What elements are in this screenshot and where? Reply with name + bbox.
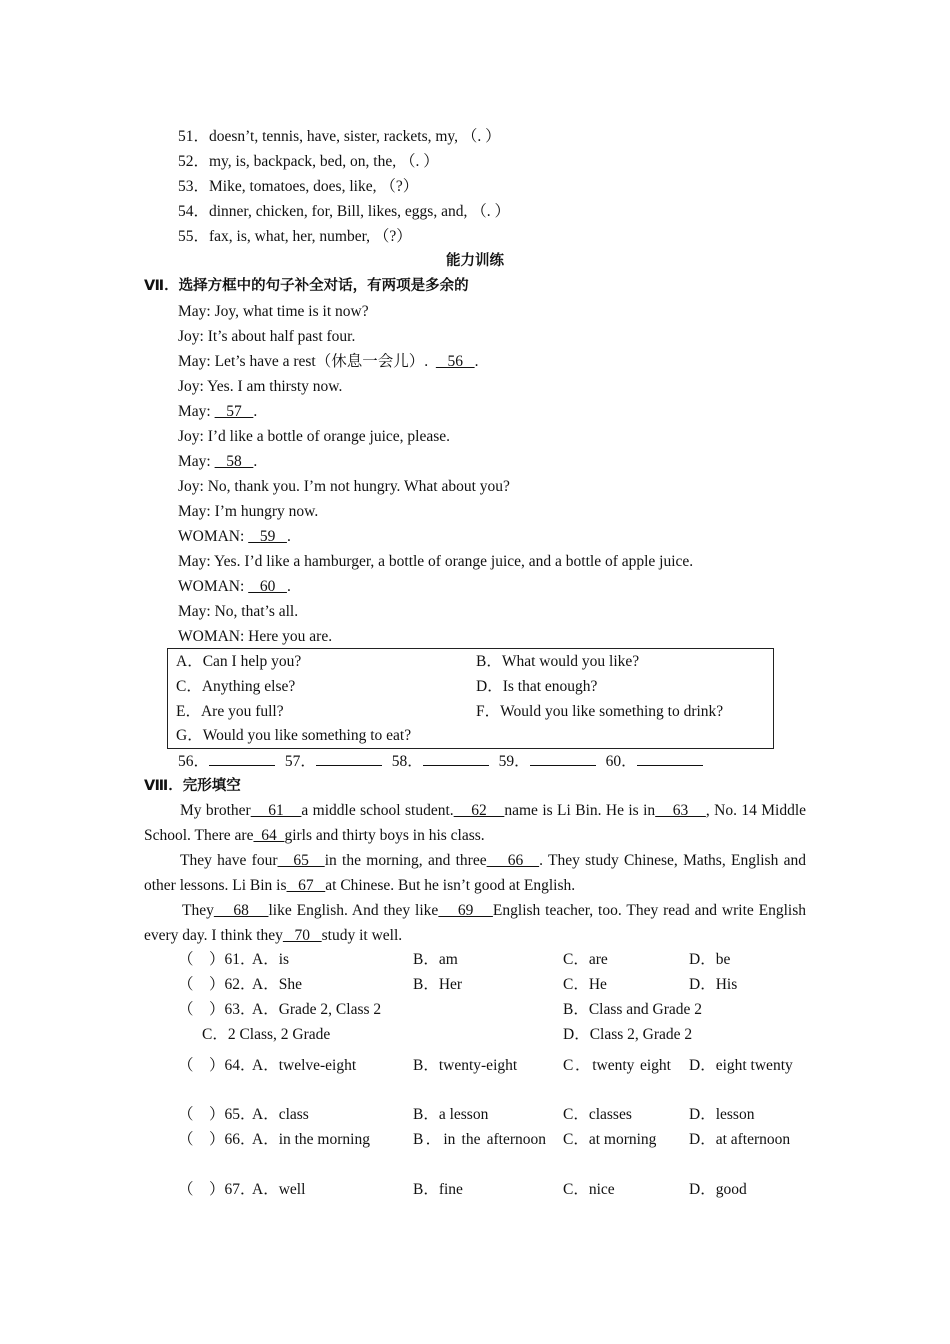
question-67-option-c[interactable]: C．nice	[563, 1181, 615, 1198]
answer-blank-60[interactable]	[637, 751, 703, 766]
dialogue-line	[178, 374, 342, 399]
question-61-option-b[interactable]: B．am	[413, 951, 458, 968]
dialogue-text: Joy: It’s about half past four.	[178, 328, 356, 345]
dialogue-text: WOMAN:	[178, 528, 249, 545]
training-title: 能力训练	[446, 253, 504, 269]
question-61-option-a[interactable]: A．is	[252, 951, 290, 968]
dialogue-text: May:	[178, 453, 215, 470]
question-66-option-b[interactable]: B．in the afternoon	[413, 1131, 546, 1148]
dialogue-blank[interactable]: 58	[214, 453, 254, 470]
dialogue-text: WOMAN:	[178, 578, 249, 595]
question-65-option-b[interactable]: B．a lesson	[413, 1106, 489, 1123]
question-61-option-d[interactable]: D．be	[689, 951, 731, 968]
question-61-option-c[interactable]: C．are	[563, 951, 608, 968]
option-e: E．Are you full?	[176, 703, 284, 720]
dialogue-text: May: Let’s have a rest（休息一会儿）.	[178, 353, 436, 370]
ordering-item-51: 51．doesn’t, tennis, have, sister, rackets, my, （. ）	[178, 128, 501, 145]
cloze-paragraph-3	[144, 898, 806, 948]
question-65-number: （ ）65．	[178, 1106, 256, 1123]
question-66-option-a[interactable]: A．in the morning	[252, 1131, 370, 1148]
cloze-blank[interactable]: 63	[655, 802, 706, 819]
answer-blank-58[interactable]	[423, 751, 489, 766]
dialogue-text: Joy: No, thank you. I’m not hungry. What about you?	[178, 478, 510, 495]
answer-label-59: 59．	[498, 753, 530, 770]
question-64-option-d[interactable]: D．eight twenty	[689, 1057, 793, 1074]
answer-label-56: 56．	[178, 753, 210, 770]
dialogue-line	[178, 324, 355, 349]
cloze-blank[interactable]: 68	[213, 902, 269, 919]
section-8-title: Ⅷ．完形填空	[144, 778, 241, 794]
question-65-option-a[interactable]: A．class	[252, 1106, 309, 1123]
cloze-text: English teacher, too. They read and write English every day. I think they	[144, 902, 807, 944]
dialogue-line	[178, 499, 318, 524]
question-63-option-c[interactable]: C．2 Class, 2 Grade	[202, 1026, 331, 1043]
option-d: D．Is that enough?	[476, 678, 598, 695]
dialogue-blank[interactable]: 60	[248, 578, 287, 595]
dialogue-line	[178, 549, 693, 574]
option-c: C．Anything else?	[176, 678, 296, 695]
answer-blank-59[interactable]	[530, 751, 596, 766]
question-63-option-a[interactable]: A．Grade 2, Class 2	[252, 1001, 382, 1018]
cloze-text: at Chinese. But he isn’t good at English.	[325, 877, 576, 894]
question-64-option-a[interactable]: A．twelve-eight	[252, 1057, 357, 1074]
dialogue-blank[interactable]: 56	[435, 353, 475, 370]
section-7-title: Ⅶ．选择方框中的句子补全对话，有两项是多余的	[144, 278, 469, 294]
cloze-text: My brother	[180, 802, 251, 819]
ordering-item-54: 54．dinner, chicken, for, Bill, likes, eggs, and, （. ）	[178, 203, 510, 220]
option-f: F．Would you like something to drink?	[476, 703, 724, 720]
dialogue-text: May: Yes. I’d like a hamburger, a bottle of orange juice, and a bottle of apple juice.	[178, 553, 694, 570]
dialogue-text-end: .	[253, 403, 258, 420]
option-g: G．Would you like something to eat?	[176, 727, 412, 744]
dialogue-blank[interactable]: 59	[248, 528, 287, 545]
dialogue-text: May: No, that’s all.	[178, 603, 299, 620]
question-62-number: （ ）62．	[178, 976, 256, 993]
answer-blank-56[interactable]	[209, 751, 275, 766]
answer-row	[178, 749, 709, 774]
cloze-text: a middle school student.	[301, 802, 454, 819]
dialogue-line	[178, 299, 369, 324]
cloze-text: , No. 14 Middle School. There are	[144, 802, 807, 844]
question-63-option-b[interactable]: B．Class and Grade 2	[563, 1001, 703, 1018]
dialogue-text: May: Joy, what time is it now?	[178, 303, 369, 320]
cloze-paragraph-2	[144, 848, 806, 898]
dialogue-text: Joy: Yes. I am thirsty now.	[178, 378, 343, 395]
question-64-option-c[interactable]: C．twenty eight	[563, 1057, 671, 1074]
cloze-blank[interactable]: 64	[253, 827, 285, 844]
question-66-option-d[interactable]: D．at afternoon	[689, 1131, 791, 1148]
dialogue-blank[interactable]: 57	[214, 403, 254, 420]
question-64-number: （ ）64．	[178, 1057, 256, 1074]
dialogue-text-end: .	[474, 353, 479, 370]
dialogue-text: WOMAN: Here you are.	[178, 628, 333, 645]
question-67-option-a[interactable]: A．well	[252, 1181, 306, 1198]
cloze-text: study it well.	[321, 927, 403, 944]
cloze-text: girls and thirty boys in his class.	[284, 827, 485, 844]
dialogue-line	[178, 574, 291, 599]
dialogue-line	[178, 474, 510, 499]
answer-label-57: 57．	[284, 753, 316, 770]
answer-label-58: 58．	[391, 753, 423, 770]
dialogue-text: May: I’m hungry now.	[178, 503, 319, 520]
question-63-number: （ ）63．	[178, 1001, 256, 1018]
cloze-text: name is Li Bin. He is in	[504, 802, 656, 819]
cloze-blank[interactable]: 67	[286, 877, 326, 894]
cloze-paragraph-1	[144, 798, 806, 848]
cloze-text: They	[182, 902, 214, 919]
question-63-option-d[interactable]: D．Class 2, Grade 2	[563, 1026, 693, 1043]
dialogue-line	[178, 624, 332, 649]
ordering-item-55: 55．fax, is, what, her, number, （?）	[178, 228, 412, 245]
dialogue-text: Joy: I’d like a bottle of orange juice, please.	[178, 428, 451, 445]
dialogue-line	[178, 424, 450, 449]
question-64-option-b[interactable]: B．twenty-eight	[413, 1057, 518, 1074]
answer-label-60: 60．	[605, 753, 637, 770]
question-65-option-c[interactable]: C．classes	[563, 1106, 632, 1123]
cloze-text: They have four	[180, 852, 278, 869]
question-61-number: （ ）61．	[178, 951, 256, 968]
cloze-blank[interactable]: 70	[282, 927, 322, 944]
option-a: A．Can I help you?	[176, 653, 302, 670]
cloze-blank[interactable]: 65	[277, 852, 325, 869]
dialogue-line	[178, 599, 298, 624]
options-box	[167, 648, 774, 749]
cloze-blank[interactable]: 69	[438, 902, 493, 919]
dialogue-text: May:	[178, 403, 215, 420]
cloze-text: . They study Chinese, Maths, English and other lessons. Li Bin is	[144, 852, 807, 894]
dialogue-line	[178, 524, 291, 549]
dialogue-text-end: .	[253, 453, 258, 470]
dialogue-line	[178, 349, 478, 374]
question-67-number: （ ）67．	[178, 1181, 256, 1198]
ordering-item-53: 53．Mike, tomatoes, does, like, （?）	[178, 178, 419, 195]
dialogue-text-end: .	[286, 578, 291, 595]
question-67-option-d[interactable]: D．good	[689, 1181, 747, 1198]
question-65-option-d[interactable]: D．lesson	[689, 1106, 755, 1123]
question-66-option-c[interactable]: C．at morning	[563, 1131, 657, 1148]
dialogue-text-end: .	[286, 528, 291, 545]
question-62-option-c[interactable]: C．He	[563, 976, 607, 993]
question-62-option-d[interactable]: D．His	[689, 976, 738, 993]
option-b: B．What would you like?	[476, 653, 640, 670]
cloze-text: in the morning, and three	[324, 852, 487, 869]
ordering-item-52: 52．my, is, backpack, bed, on, the, （. ）	[178, 153, 439, 170]
cloze-blank[interactable]: 62	[453, 802, 505, 819]
answer-blank-57[interactable]	[316, 751, 382, 766]
cloze-blank[interactable]: 66	[486, 852, 540, 869]
cloze-text: like English. And they like	[268, 902, 439, 919]
dialogue-line	[178, 399, 257, 424]
dialogue-line	[178, 449, 257, 474]
question-66-number: （ ）66．	[178, 1131, 256, 1148]
question-62-option-b[interactable]: B．Her	[413, 976, 463, 993]
question-62-option-a[interactable]: A．She	[252, 976, 302, 993]
question-67-option-b[interactable]: B．fine	[413, 1181, 463, 1198]
cloze-blank[interactable]: 61	[250, 802, 302, 819]
